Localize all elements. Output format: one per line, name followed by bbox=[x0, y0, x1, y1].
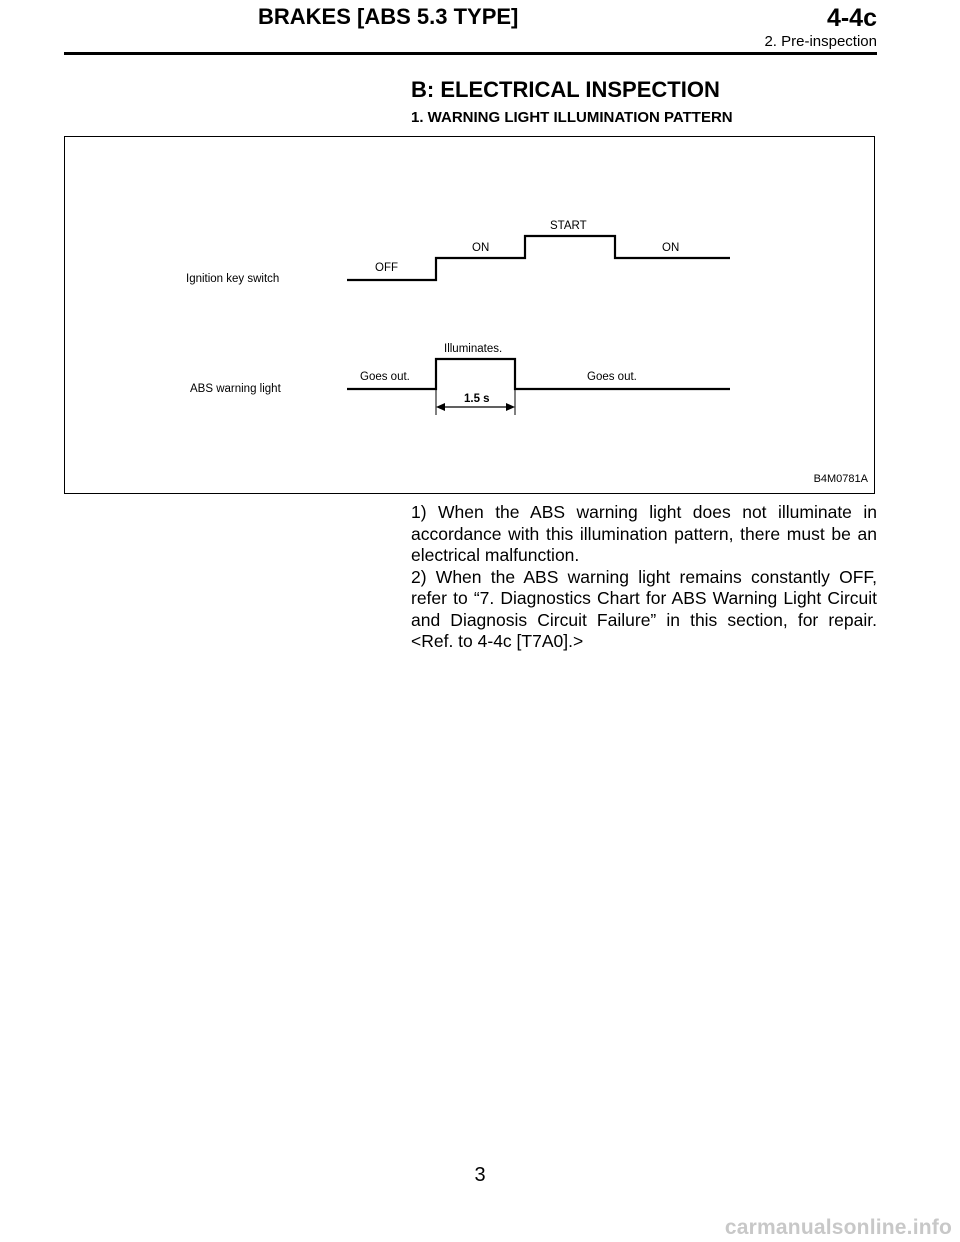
abs-warning-light-label: ABS warning light bbox=[190, 383, 281, 395]
abs-illuminates-label: Illuminates. bbox=[444, 343, 503, 355]
header-subtitle: 2. Pre-inspection bbox=[764, 33, 877, 50]
watermark: carmanualsonline.info bbox=[724, 1216, 952, 1239]
page-number: 3 bbox=[474, 1164, 486, 1186]
abs-goes-out-label-2: Goes out. bbox=[587, 371, 637, 383]
abs-goes-out-label-1: Goes out. bbox=[360, 371, 410, 383]
paragraph-2: 2) When the ABS warning light remains constantly OFF, refer to “7. Diagnostics Chart for ABS Warning Light Circuit and Diagnosis Circuit Failure” in this section, for repair. <Ref. to 4-4c [T7A0].> bbox=[411, 566, 877, 651]
body-text bbox=[411, 502, 877, 653]
duration-arrow-left bbox=[436, 403, 445, 411]
ignition-off-label: OFF bbox=[375, 262, 398, 274]
timing-diagram bbox=[65, 137, 876, 495]
section-title: B: ELECTRICAL INSPECTION bbox=[411, 77, 720, 102]
header-rule bbox=[64, 52, 877, 55]
figure-id: B4M0781A bbox=[813, 473, 868, 485]
header-title: BRAKES [ABS 5.3 TYPE] bbox=[258, 4, 519, 29]
ignition-start-label: START bbox=[550, 220, 587, 232]
duration-arrow-right bbox=[506, 403, 515, 411]
section-subtitle: 1. WARNING LIGHT ILLUMINATION PATTERN bbox=[411, 109, 733, 126]
duration-label: 1.5 s bbox=[464, 393, 490, 405]
timing-diagram-figure bbox=[64, 136, 875, 494]
ignition-on-label-1: ON bbox=[472, 242, 490, 254]
header-section-code: 4-4c bbox=[826, 4, 877, 32]
paragraph-1: 1) When the ABS warning light does not illuminate in accordance with this illumination pattern, there must be an electrical malfunction. bbox=[411, 502, 877, 565]
ignition-on-label-2: ON bbox=[662, 242, 680, 254]
ignition-key-switch-label: Ignition key switch bbox=[186, 273, 280, 285]
